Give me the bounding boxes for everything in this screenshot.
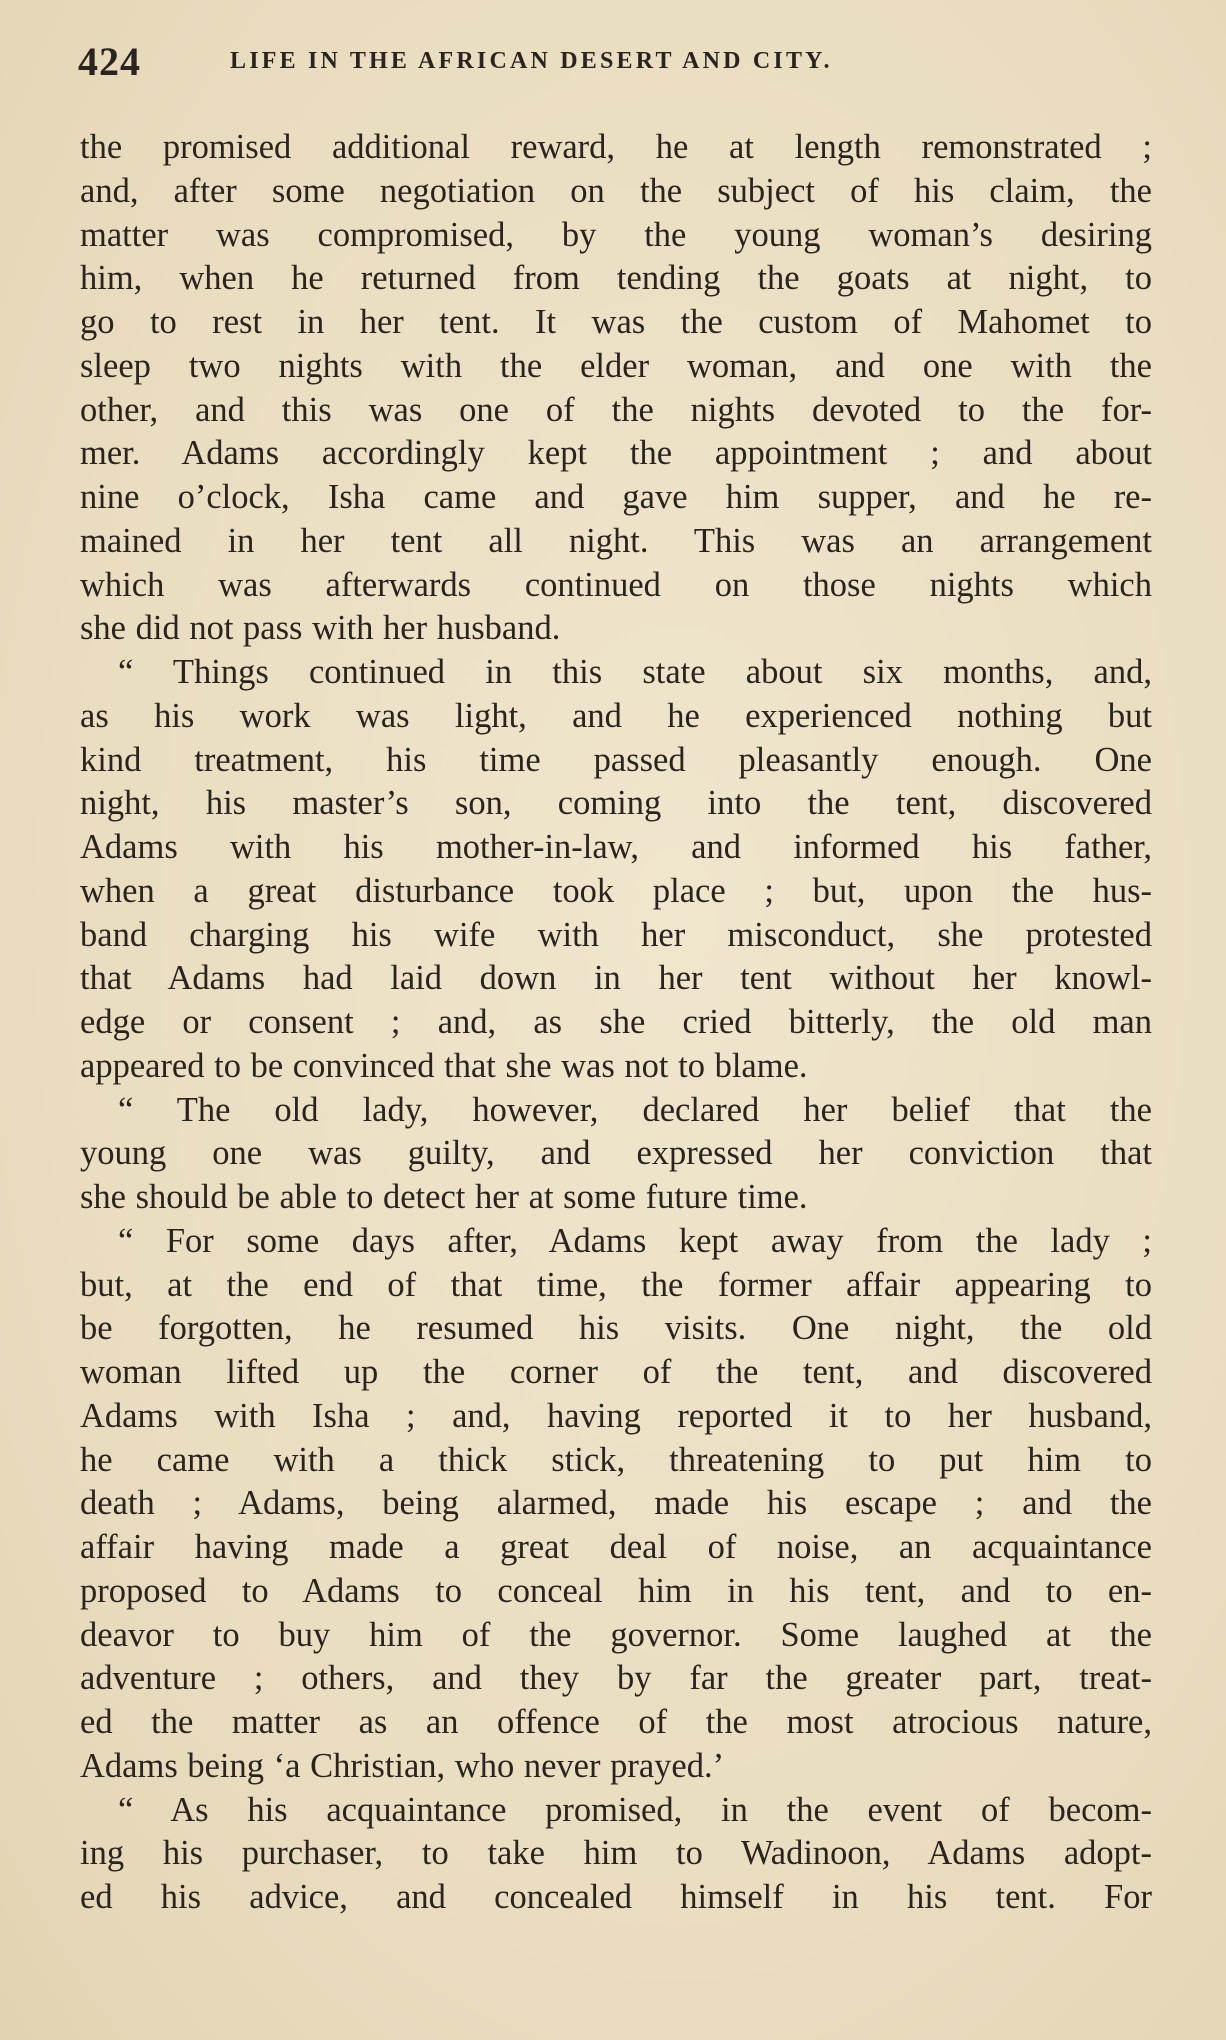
text-line: ing his purchaser, to take him to Wadinoon, Adams adopt- <box>80 1834 1152 1873</box>
text-line: mained in her tent all night. This was an arrangement <box>80 521 1152 560</box>
text-line: death ; Adams, being alarmed, made his escape ; and the <box>80 1484 1152 1523</box>
text-line: night, his master’s son, coming into the tent, discovered <box>80 784 1152 823</box>
text-line: be forgotten, he resumed his visits. One night, the old <box>80 1309 1152 1348</box>
text-line: kind treatment, his time passed pleasantly enough. One <box>80 740 1152 779</box>
text-line: ed his advice, and concealed himself in his tent. For <box>80 1878 1152 1916</box>
text-line: ed the matter as an offence of the most atrocious nature, <box>80 1703 1152 1741</box>
text-line: but, at the end of that time, the former affair appearing to <box>80 1265 1152 1304</box>
text-line: Adams with his mother-in-law, and informed his father, <box>80 828 1152 866</box>
text-line: she should be able to detect her at some future time. <box>80 1178 808 1216</box>
text-line: matter was compromised, by the young woman’s desiring <box>80 215 1152 254</box>
text-line: when a great disturbance took place ; but, upon the hus- <box>80 871 1152 910</box>
running-title: LIFE IN THE AFRICAN DESERT AND CITY. <box>230 48 833 74</box>
text-line: band charging his wife with her misconduct, she protested <box>80 915 1152 954</box>
text-line: proposed to Adams to conceal him in his tent, and to en- <box>80 1571 1152 1610</box>
text-line: as his work was light, and he experienced nothing but <box>80 696 1152 735</box>
text-line: mer. Adams accordingly kept the appointment ; and about <box>80 434 1152 473</box>
text-line: which was afterwards continued on those nights which <box>80 565 1152 604</box>
text-line: he came with a thick stick, threatening to put him to <box>80 1440 1152 1479</box>
text-line: go to rest in her tent. It was the custom of Mahomet to <box>80 303 1152 341</box>
text-line: “ For some days after, Adams kept away from the lady ; <box>118 1221 1152 1260</box>
text-line: she did not pass with her husband. <box>80 609 561 648</box>
text-line: him, when he returned from tending the goats at night, to <box>80 259 1152 298</box>
text-line: sleep two nights with the elder woman, and one with the <box>80 346 1152 385</box>
body-text <box>80 126 1152 1920</box>
text-line: Adams with Isha ; and, having reported it to her husband, <box>80 1396 1152 1435</box>
text-line: “ As his acquaintance promised, in the event of becom- <box>118 1790 1152 1829</box>
text-line: “ Things continued in this state about six months, and, <box>118 653 1152 691</box>
text-line: other, and this was one of the nights devoted to the for- <box>80 390 1152 429</box>
page-header <box>78 38 1158 98</box>
text-line: Adams being ‘a Christian, who never prayed.’ <box>80 1746 725 1785</box>
text-line: affair having made a great deal of noise, an acquaintance <box>80 1528 1152 1566</box>
text-line: appeared to be convinced that she was not to blame. <box>80 1046 808 1085</box>
text-line: the promised additional reward, he at length remonstrated ; <box>80 128 1152 166</box>
text-line: edge or consent ; and, as she cried bitterly, the old man <box>80 1003 1152 1041</box>
text-line: that Adams had laid down in her tent without her knowl- <box>80 959 1152 998</box>
text-line: young one was guilty, and expressed her conviction that <box>80 1134 1152 1173</box>
text-line: nine o’clock, Isha came and gave him supper, and he re- <box>80 478 1152 516</box>
text-line: deavor to buy him of the governor. Some laughed at the <box>80 1615 1152 1654</box>
text-line: adventure ; others, and they by far the greater part, treat- <box>80 1659 1152 1698</box>
text-line: woman lifted up the corner of the tent, and discovered <box>80 1353 1152 1391</box>
text-line: and, after some negotiation on the subject of his claim, the <box>80 171 1152 210</box>
text-line: “ The old lady, however, declared her belief that the <box>118 1090 1152 1129</box>
page-number: 424 <box>78 39 141 84</box>
